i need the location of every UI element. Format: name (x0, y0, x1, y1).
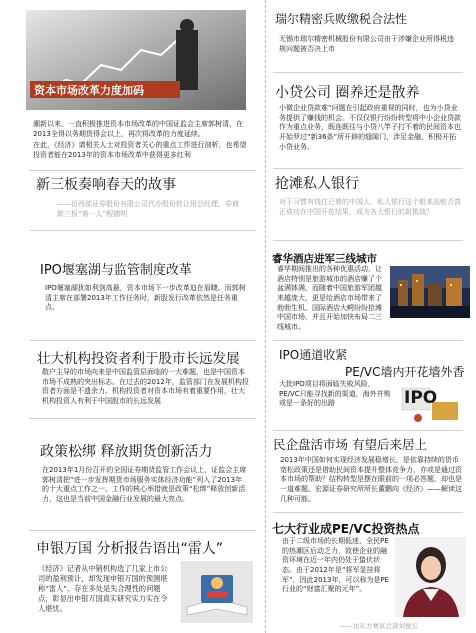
pevc-hotspots-body: 由于二级市场的长期低迷，全民PE的热潮区后动乏力，致使企业的融资环境在近一年内仍处于蛰伏状态。由于2012年是“将军显挂将军”，因此2013年，可以称为是PE行业的“财富汇聚的元年”。 (282, 537, 390, 594)
section-rule (30, 230, 256, 231)
pevc-hotspots-title: 七大行业成PE/VC投资热点 (272, 522, 420, 536)
column-divider (265, 0, 266, 633)
section-rule (273, 72, 463, 73)
private-banking-title: 抢滩私人银行 (275, 176, 359, 192)
city-night-graphic (390, 266, 470, 318)
ruier-title: 瑞尔精密兵败缴税合法性 (275, 12, 408, 26)
swhy-report-body: 《经济》记者从中销机构选了几家上市公司的盈利预计，却发现申银万国的预测堪称“雷人”。存在多处是失合理性的问题点，彰显出申银万国真实研究实力实在令人堪忧。 (38, 564, 168, 613)
section-rule (273, 168, 463, 169)
private-enterprise-body: 2013年中国如何实现经济发展稳增长，是依靠持续的货币宽松政策还是借助民间资本提升整体竞争力，亦或是通过资本市场的帮助？结构转型是摆在眼前的一项必答题，却也是一道难题。宏源证券研究所所长董鹏向《经济》——解读这几种可能。 (280, 456, 462, 503)
portrait-graphic (395, 537, 466, 617)
section-rule (273, 512, 463, 513)
neeq-story-subtitle: ——访西部证券股份有限公司代办股份转让用总经理、券商新三板“第一人”程德明 (57, 200, 239, 218)
pevc-byline: ——访东方赛富总裁刘俊宏 (340, 622, 418, 630)
swhy-report-title: 申银万国 分析报告语出“雷人” (36, 541, 223, 557)
section-rule (273, 430, 463, 431)
intro-paragraph-1: 潮新以来，一直积极推进资本市场改革的中国证监会主席郭树清，在2013全得以务期货得会以上，再次将改革的力度延续。 (33, 120, 243, 138)
intro-paragraph-2: 在此，《经济》请相关人士对投资者关心的重点工作进行剖析，也希望投资者能在2013年的资本市场改革中获得更多红利 (33, 141, 247, 159)
institutional-investors-body: 散户主导的市场向来是中国监管层面临的一大难题，也是中国资本市场不成熟的突出标志。在过去的2012年，监管部门在发展机构投资者方面是不遗余力。机构投资者对资本市场有着重要作用，壮大机构投资人有利于中国股市的长远发展 (42, 368, 249, 405)
image-caption: 资本市场改革力度加码 (34, 84, 144, 97)
private-enterprise-title: 民企盘活市场 有望后来居上 (273, 437, 427, 452)
ipo-reform-body: IPO堰塞湖犹如利剑高悬，资本市场下一步改革迫在眉睫。而郭树清主席在部署2013年工作任务时，新股发行改革依然是任务重点。 (45, 284, 246, 312)
open-book-graphic (181, 561, 253, 623)
section-rule (30, 170, 256, 171)
hotel-title: 睿华酒店进军三线城市 (272, 253, 377, 265)
pevc-title-line2: PE/VC墙内开花墙外香 (345, 365, 465, 379)
ipo-icon-image (398, 382, 463, 424)
pevc-title-line1: IPO通道收紧 (279, 348, 348, 362)
ruier-body: 无锡市瑞尔精密机械股份有限公司由于涉嫌企业所得税违规问题被否决上市 (279, 35, 454, 53)
section-rule (273, 340, 463, 341)
market-reform-image (26, 10, 246, 110)
private-banking-body: 对于习惯有钱往已曾的中国人，私人银行这个船来品能否真正成功在中国开花结果，成为各大银行的新挑战？ (279, 198, 461, 216)
pevc-body: 大批IPO项目将面临失败风险，PE/VC只能寻找新的渠道，海外并购或是一条好的出路 (279, 380, 391, 408)
hotel-body: 睿华期间推出的各种优惠活动，让酒店特别是旅游城市的酒店赚了个盆满钵满，而随着中国旅游军团越来越庞大，更是给酒店市场带来了勃勃生机。国际酒店大鳄纷纷抢滩中国市场，并且开始加快布局二三线城市。 (277, 265, 382, 331)
institutional-investors-title: 壮大机构投资者利于股市长远发展 (37, 351, 240, 367)
section-rule (30, 530, 256, 531)
ipo-icon-label: IPO (404, 388, 438, 408)
microloan-body: 小微企业贷款难”问题在引起政府重视的同时，也为小贷业务提供了赚钱的机会。不仅仅银行纷纷转型将中小企业贷款作为重点业务，既连既往与小贷八竿子打不着的民间资本也开始罗过”新36条”所开辟的缝隙门，涉足金融，积极开拓小贷业务。 (279, 104, 461, 151)
section-rule (273, 240, 463, 241)
futures-policy-body: 在2013年1月份召开的全国证券期货监管工作会议上，证监会主席郭树清把“进一步发挥期货市场服务实体经济功能”列入了2013年的十大重点工作之一。工作的核心举措就是政策“松绑”释放创新活力，这也是当前中国金融行业发展的最大亮点。 (42, 466, 247, 503)
interviewee-portrait (395, 537, 466, 617)
section-rule (30, 418, 256, 419)
section-rule (30, 340, 256, 341)
hotel-night-image (390, 266, 470, 318)
futures-policy-title: 政策松绑 释放期货创新活力 (40, 444, 213, 460)
microloan-title: 小贷公司 圈养还是散养 (275, 85, 420, 101)
neeq-story-title: 新三板奏响春天的故事 (36, 177, 176, 193)
swhy-report-image (181, 561, 253, 623)
ipo-reform-title: IPO堰塞湖与监管制度改革 (40, 263, 192, 278)
